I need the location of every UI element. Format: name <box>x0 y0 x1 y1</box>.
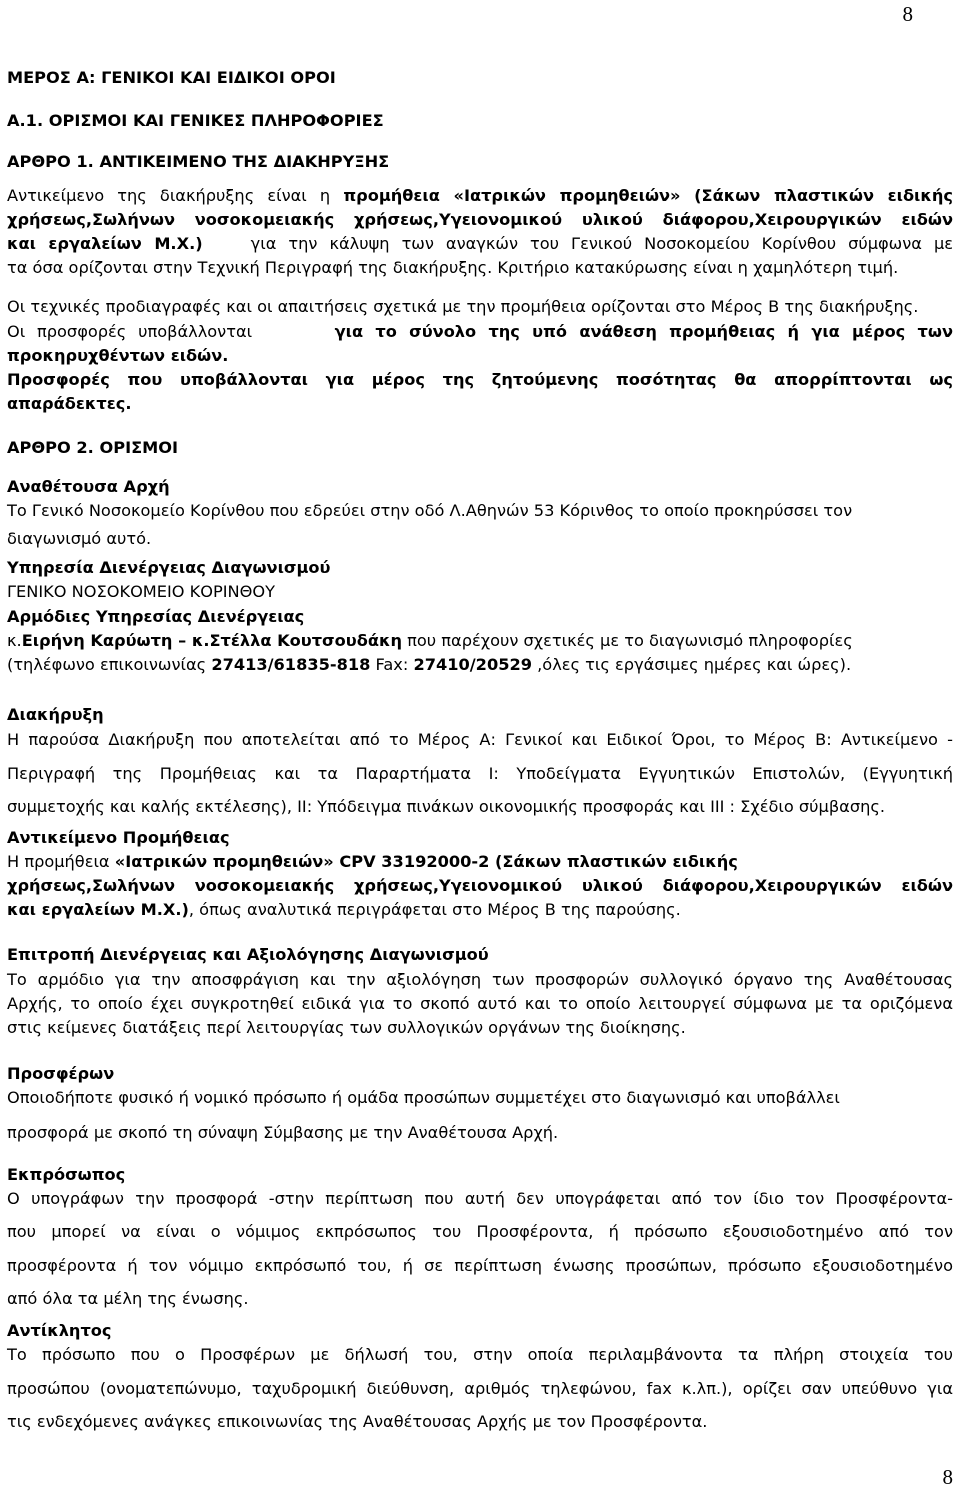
definition-text: Οποιοδήποτε φυσικό ή νομικό πρόσωπο ή ομάδα προσώπων συμμετέχει στο διαγωνισμό και υποβάλλει <box>7 1088 840 1107</box>
definition-text: (τηλέφωνο επικοινωνίας 27413/61835-818 Fax: 27410/20529 ,όλες τις εργάσιμες ημέρες και ώρες). <box>7 655 852 674</box>
article-1-line: τα όσα ορίζονται στην Τεχνική Περιγραφή της διακήρυξης. Κριτήριο κατακύρωσης είναι η χαμηλότερη τιμή. <box>7 258 899 277</box>
definition-text: και εργαλείων Μ.Χ.), όπως αναλυτικά περιγράφεται στο Μέρος Β της παρούσης. <box>7 900 681 919</box>
article-1-line: Αντικείμενο της διακήρυξης είναι η προμήθεια «Ιατρικών προμηθειών» (Σάκων πλαστικών ειδικής <box>7 186 953 205</box>
definition-heading: Υπηρεσία Διενέργειας Διαγωνισμού <box>7 558 331 577</box>
article-1-line: Προσφορές που υποβάλλονται για μέρος της ζητούμενης ποσότητας θα απορρίπτονται ως <box>7 370 953 389</box>
definition-text: Το πρόσωπο που ο Προσφέρων με δήλωσή του, στην οποία περιλαμβάνοντα τα πλήρη στοιχεία του <box>7 1345 953 1364</box>
definition-text: ΓΕΝΙΚΟ ΝΟΣΟΚΟΜΕΙΟ ΚΟΡΙΝΘΟΥ <box>7 582 276 601</box>
definition-text: προσώπου (ονοματεπώνυμο, ταχυδρομική διεύθυνση, αριθμός τηλεφώνου, fax κ.λπ.), ορίζει σαν υπεύθυνο για <box>7 1379 953 1398</box>
definition-heading: Διακήρυξη <box>7 705 104 724</box>
definition-text: Το Γενικό Νοσοκομείο Κορίνθου που εδρεύει στην οδό Λ.Αθηνών 53 Κόρινθος το οποίο προκηρύσσει τον <box>7 501 853 520</box>
article-1-line: Οι τεχνικές προδιαγραφές και οι απαιτήσεις σχετικά με την προμήθεια ορίζονται στο Μέρος Β της διακήρυξης. <box>7 297 919 316</box>
definition-text: Αρχής, το οποίο έχει συγκροτηθεί ειδικά για το σκοπό αυτό και το οποίο λειτουργεί σύμφωνα με τα οριζόμενα <box>7 994 953 1013</box>
definition-text: στις κείμενες διατάξεις περί λειτουργίας των συλλογικών οργάνων της διοίκησης. <box>7 1018 686 1037</box>
definition-text: Ο υπογράφων την προσφορά -στην περίπτωση που αυτή δεν υπογράφεται από τον ίδιο τον Προσφέροντα- <box>7 1189 953 1208</box>
article-1-line: απαράδεκτες. <box>7 394 132 413</box>
article-1-line: προκηρυχθέντων ειδών. <box>7 346 229 365</box>
definition-text: συμμετοχής και καλής εκτέλεσης), ΙΙ: Υπόδειγμα πινάκων οικονομικής προσφοράς και ΙΙΙ : Σχέδιο σύμβασης. <box>7 797 885 816</box>
definition-text: χρήσεως,Σωλήνων νοσοκομειακής χρήσεως,Υγειονομικού υλικού διάφορου,Χειρουργικών ειδών <box>7 876 953 895</box>
definition-text: Περιγραφή της Προμήθειας και τα Παραρτήματα Ι: Υποδείγματα Εγγυητικών Επιστολών, (Εγγυητική <box>7 764 953 783</box>
article-1-line: Οι προσφορές υποβάλλονται για το σύνολο της υπό ανάθεση προμήθειας ή για μέρος των <box>7 322 953 341</box>
article-1-line: και εργαλείων Μ.Χ.) για την κάλυψη των αναγκών του Γενικού Νοσοκομείου Κορίνθου σύμφωνα με <box>7 234 954 253</box>
article-2-heading: ΑΡΘΡΟ 2. ΟΡΙΣΜΟΙ <box>7 438 179 457</box>
definition-text: από όλα τα μέλη της ένωσης. <box>7 1289 249 1308</box>
section-heading: Α.1. ΟΡΙΣΜΟΙ ΚΑΙ ΓΕΝΙΚΕΣ ΠΛΗΡΟΦΟΡΙΕΣ <box>7 111 384 130</box>
definition-text: Η παρούσα Διακήρυξη που αποτελείται από το Μέρος Α: Γενικοί και Ειδικοί Όροι, το Μέρος Β: Αντικείμενο - <box>7 730 953 749</box>
definition-heading: Επιτροπή Διενέργειας και Αξιολόγησης Διαγωνισμού <box>7 945 489 964</box>
definition-heading: Αναθέτουσα Αρχή <box>7 477 170 496</box>
article-1-heading: ΑΡΘΡΟ 1. ΑΝΤΙΚΕΙΜΕΝΟ ΤΗΣ ΔΙΑΚΗΡΥΞΗΣ <box>7 152 390 171</box>
definition-heading: Προσφέρων <box>7 1064 115 1083</box>
definition-heading: Αντικείμενο Προμήθειας <box>7 828 230 847</box>
definition-text: προσφορά με σκοπό τη σύναψη Σύμβασης με την Αναθέτουσα Αρχή. <box>7 1123 559 1142</box>
page-title: ΜΕΡΟΣ Α: ΓΕΝΙΚΟΙ ΚΑΙ ΕΙΔΙΚΟΙ ΟΡΟΙ <box>7 68 336 87</box>
definition-heading: Εκπρόσωπος <box>7 1165 126 1184</box>
definition-text: Το αρμόδιο για την αποσφράγιση και την αξιολόγηση των προσφορών συλλογικό όργανο της Αναθέτουσας <box>7 970 953 989</box>
article-1-line: χρήσεως,Σωλήνων νοσοκομειακής χρήσεως,Υγειονομικού υλικού διάφορου,Χειρουργικών ειδών <box>7 210 953 229</box>
definition-heading: Αρμόδιες Υπηρεσίας Διενέργειας <box>7 607 305 626</box>
definition-text: κ.Ειρήνη Καρύωτη – κ.Στέλλα Κουτσουδάκη που παρέχουν σχετικές με το διαγωνισμό πληροφορίες <box>7 631 853 650</box>
definition-heading: Αντίκλητος <box>7 1321 112 1340</box>
definition-text: διαγωνισμό αυτό. <box>7 529 152 548</box>
definition-text: τις ενδεχόμενες ανάγκες επικοινωνίας της Αναθέτουσας Αρχής με τον Προσφέροντα. <box>7 1412 708 1431</box>
page-number-bottom: 8 <box>942 1465 953 1489</box>
definition-text: Η προμήθεια «Ιατρικών προμηθειών» CPV 33192000-2 (Σάκων πλαστικών ειδικής <box>7 852 738 871</box>
page-number-top: 8 <box>902 2 913 26</box>
definition-text: προσφέροντα ή τον νόμιμο εκπρόσωπό του, ή σε περίπτωση ένωσης προσώπων, πρόσωπο εξουσιοδοτημένο <box>7 1256 953 1275</box>
definition-text: που μπορεί να είναι ο νόμιμος εκπρόσωπος του Προσφέροντα, ή πρόσωπο εξουσιοδοτημένο από τον <box>7 1222 953 1241</box>
